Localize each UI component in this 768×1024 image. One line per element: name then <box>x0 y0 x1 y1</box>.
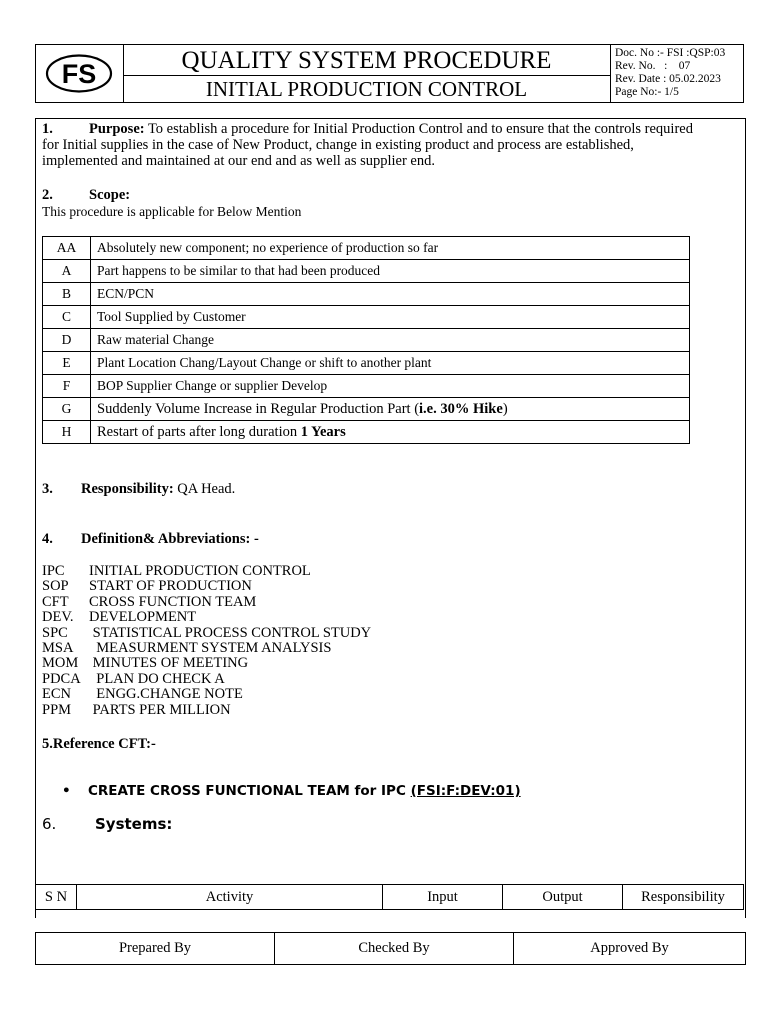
scope-code: F <box>43 375 91 398</box>
abbreviation-list <box>42 564 371 718</box>
list-item <box>42 579 371 594</box>
table-header-row <box>36 885 744 910</box>
systems-table <box>35 884 744 910</box>
purpose-heading: Purpose: <box>89 121 145 137</box>
abbr-value: DEVELOPMENT <box>89 609 197 626</box>
scope-heading: Scope: <box>89 187 131 203</box>
bullet-dot: • <box>62 783 71 799</box>
list-item <box>42 595 371 610</box>
reference-bullet <box>62 783 521 799</box>
purpose-number: 1. <box>42 121 53 137</box>
document-header <box>35 44 744 103</box>
scope-text-bold: i.e. 30% Hike <box>419 400 503 417</box>
table-row <box>43 329 690 352</box>
scope-text: Part happens to be similar to that had been produced <box>91 260 690 283</box>
table-row <box>43 306 690 329</box>
logo-cell <box>36 45 124 102</box>
abbr-value: PLAN DO CHECK A <box>89 670 225 687</box>
abbr-key: DEV. <box>42 609 74 626</box>
document-subtitle: INITIAL PRODUCTION CONTROL <box>205 77 528 101</box>
scope-code: G <box>43 398 91 421</box>
list-item <box>42 656 371 671</box>
prepared-by: Prepared By <box>36 933 275 965</box>
scope-text: Plant Location Chang/Layout Change or shift to another plant <box>91 352 690 375</box>
title-cell <box>123 45 611 102</box>
table-row <box>43 352 690 375</box>
abbr-value: START OF PRODUCTION <box>89 578 252 595</box>
column-header-output: Output <box>503 885 623 910</box>
revision-number: Rev. No. : 07 <box>615 60 691 72</box>
responsibility-number: 3. <box>42 481 53 497</box>
approved-by: Approved By <box>514 933 746 965</box>
scope-text: BOP Supplier Change or supplier Develop <box>91 375 690 398</box>
table-row <box>36 933 746 965</box>
abbr-value: ENGG.CHANGE NOTE <box>89 686 243 703</box>
company-logo <box>36 45 123 102</box>
scope-heading-row <box>42 187 130 203</box>
abbr-key: MSA <box>42 640 74 657</box>
abbr-key: PDCA <box>42 670 81 687</box>
list-item <box>42 564 371 579</box>
purpose-text-line1: To establish a procedure for Initial Production Control and to ensure that the controls required <box>144 121 693 137</box>
scope-code: E <box>43 352 91 375</box>
column-header-sn: S N <box>36 885 77 910</box>
scope-text <box>91 398 690 421</box>
abbr-key: ECN <box>42 686 71 703</box>
list-item <box>42 672 371 687</box>
list-item <box>42 641 371 656</box>
responsibility-section <box>42 481 235 497</box>
systems-heading-row <box>42 815 172 833</box>
scope-code: B <box>43 283 91 306</box>
abbr-key: SPC <box>42 624 68 641</box>
abbr-value: PARTS PER MILLION <box>89 701 231 718</box>
abbr-value: STATISTICAL PROCESS CONTROL STUDY <box>89 624 372 641</box>
scope-code: D <box>43 329 91 352</box>
table-row <box>43 398 690 421</box>
responsibility-text: QA Head. <box>173 481 236 497</box>
purpose-text-line2: for Initial supplies in the case of New Product, change in existing product and process are established, <box>42 137 634 153</box>
definitions-heading: Definition& Abbreviations: - <box>81 531 259 547</box>
table-row <box>43 237 690 260</box>
definitions-heading-row <box>42 531 259 547</box>
abbr-key: CFT <box>42 593 69 610</box>
list-item <box>42 703 371 718</box>
scope-code: C <box>43 306 91 329</box>
scope-code: A <box>43 260 91 283</box>
abbr-key: SOP <box>42 578 69 595</box>
scope-text-plain: Suddenly Volume Increase in Regular Production Part ( <box>97 400 420 417</box>
abbr-key: IPC <box>42 563 65 579</box>
logo-lettering: FS <box>61 59 97 89</box>
scope-text: Absolutely new component; no experience of production so far <box>91 237 690 260</box>
reference-heading: 5.Reference CFT:- <box>42 736 156 752</box>
scope-code: H <box>43 421 91 444</box>
purpose-section <box>42 121 742 169</box>
list-item <box>42 687 371 702</box>
list-item <box>42 626 371 641</box>
abbr-key: MOM <box>42 655 79 672</box>
abbr-value: MINUTES OF MEETING <box>89 655 249 672</box>
scope-table <box>42 236 690 444</box>
scope-text: Tool Supplied by Customer <box>91 306 690 329</box>
abbr-value: CROSS FUNCTION TEAM <box>89 593 257 610</box>
table-row <box>43 421 690 444</box>
scope-number: 2. <box>42 187 53 203</box>
scope-text-after: ) <box>502 400 508 417</box>
scope-text <box>91 421 690 444</box>
page-number: Page No:- 1/5 <box>615 86 679 98</box>
checked-by: Checked By <box>275 933 514 965</box>
scope-text-plain: Restart of parts after long duration <box>97 423 301 440</box>
document-meta <box>615 47 725 99</box>
approval-footer <box>35 932 746 965</box>
reference-form-link: (FSI:F:DEV:01) <box>410 783 521 799</box>
list-item <box>42 610 371 625</box>
scope-code: AA <box>43 237 91 260</box>
document-title: QUALITY SYSTEM PROCEDURE <box>123 45 610 76</box>
table-row <box>43 283 690 306</box>
column-header-input: Input <box>383 885 503 910</box>
purpose-text-line3: implemented and maintained at our end and as well as supplier end. <box>42 153 435 169</box>
abbr-value: MEASURMENT SYSTEM ANALYSIS <box>89 640 332 657</box>
systems-number: 6. <box>42 815 57 833</box>
column-header-responsibility: Responsibility <box>623 885 744 910</box>
definitions-number: 4. <box>42 531 53 547</box>
reference-bullet-text: CREATE CROSS FUNCTIONAL TEAM for IPC <box>88 783 411 799</box>
scope-text: ECN/PCN <box>91 283 690 306</box>
abbr-key: PPM <box>42 701 72 718</box>
abbr-value: INITIAL PRODUCTION CONTROL <box>89 563 311 579</box>
table-row <box>43 260 690 283</box>
column-header-activity: Activity <box>77 885 383 910</box>
scope-intro: This procedure is applicable for Below Mention <box>42 204 302 219</box>
scope-text: Raw material Change <box>91 329 690 352</box>
responsibility-heading: Responsibility: <box>81 481 174 497</box>
table-row <box>43 375 690 398</box>
doc-number: Doc. No :- FSI :QSP:03 <box>615 47 726 59</box>
revision-date: Rev. Date : 05.02.2023 <box>615 73 721 85</box>
systems-heading: Systems: <box>95 815 173 833</box>
scope-text-bold: 1 Years <box>300 423 346 440</box>
